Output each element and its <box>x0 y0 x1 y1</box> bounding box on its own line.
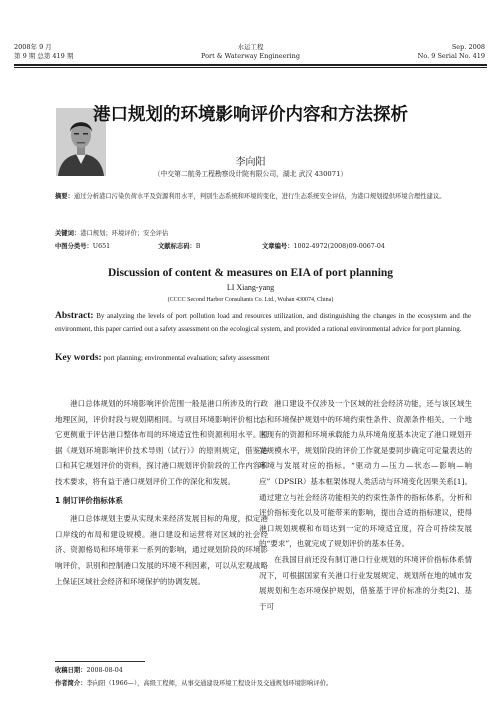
abstract-label: 摘要： <box>55 193 74 200</box>
english-abstract-text: By analyzing the levels of port pollution load and resources utilization, and distinguishing the changes in the ecosystem and the environment, this paper carried out a safety assessment on the ecological system, and provided a rational environmental advice for port planning. <box>55 312 471 333</box>
english-keywords-label: Key words: <box>55 353 102 363</box>
journal-name-cn: 水运工程 <box>237 43 264 51</box>
keywords-text: 港口规划；环境评价；安全评估 <box>80 230 169 237</box>
bio-text: 李向阳（1966—），高级工程师，从事交通建设环境工程设计及交通规划环境影响评价。 <box>86 680 333 687</box>
header-right <box>418 43 485 61</box>
clc-label: 中图分类号： <box>55 243 93 250</box>
keywords-label: 关键词： <box>55 230 81 237</box>
header-date-cn: 2008年 9 月 <box>14 43 52 51</box>
author-name: 李向阳 <box>235 157 266 168</box>
english-abstract-label: Abstract: <box>55 311 94 321</box>
document-code <box>158 241 200 250</box>
chinese-abstract <box>55 190 470 203</box>
header-date-en: Sep. 2008 <box>451 43 485 51</box>
header-issue-cn: 第 9 期 总第 419 期 <box>14 52 74 60</box>
section-heading: 1 制订评价指标体系 <box>55 495 123 505</box>
body-paragraph: 港口总体规划的环境影响评价范围一般是港口所涉及的行政地理区间，评价时段与规划期相同。与项目环境影响评价相比，它更侧重于评估港口整体布局的环境适宜性和资源利用水平。根据《规划环境影响评价技术导则（试行）》的原则规定，借鉴港口和其它规划评价的资料，探讨港口规划评价阶段的工作内容和技术要求，将有益于港口规划评价工作的深化和发展。 <box>55 399 268 486</box>
english-affiliation: (CCCC Second Harbor Consultants Co. Ltd., Wuhan 430074, China) <box>167 297 334 303</box>
received-label: 收稿日期： <box>55 667 87 674</box>
article-no-label: 文章编号： <box>262 243 294 250</box>
journal-name-en: Port & Waterway Engineering <box>201 52 300 60</box>
received-value: 2008-08-04 <box>86 667 123 674</box>
article-title: 港口规划的环境影响评价内容和方法探析 <box>93 105 408 125</box>
english-keywords-text: port planning; environmental evaluation; safety assessment <box>103 354 270 362</box>
article-number <box>262 241 385 250</box>
chinese-keywords <box>55 228 168 237</box>
bio-label: 作者简介： <box>55 680 87 687</box>
doc-code-label: 文献标志码： <box>158 243 196 250</box>
received-date <box>55 665 123 674</box>
english-abstract <box>55 310 471 336</box>
header-rule-thin <box>14 67 487 68</box>
english-keywords <box>55 353 269 363</box>
abstract-text: 通过分析港口污染负荷水平及资源利用水平，判别生态系统和环境的变化，进行生态系统安全评估，为港口规划提供环境合理性建议。 <box>73 193 446 200</box>
body-paragraph: 港口建设不仅涉及一个区域的社会经济功能，还与该区域生态和环境保护规划中的环境约束性条件、资源条件相关。一个地区现有的资源和环境承载能力从环境角度基本决定了港口规划开发规模水平，规划阶段的评价工作就是要同步确定可定量表达的环境与发展对应的指标。“驱动力—压力—状态—影响—响应”（DPSIR）基本框架体现人类活动与环境变化因果关系[1]。通过建立与社会经济功能相关的约束性条件的指标体系，分析和评价指标变化以及可能带来的影响，提出合适的指标建议，使得港口规划规模和布局达到一定的环境适宜度，符合可持续发展的“要求”，也就完成了规划评价的基本任务。 <box>259 399 472 549</box>
english-title: Discussion of content & measures on EIA of port planning <box>107 267 394 279</box>
english-author: LI Xiang-yang <box>226 283 275 292</box>
body-paragraph: 港口总体规划主要从实现未来经济发展目标的角度，拟定港口岸线的布局和建设规模。港口建设和运营将对区域的社会经济、资源格局和环境带来一系列的影响，通过规划阶段的环境影响评价，识别和控制港口发展的环境不利因素，可以从宏观战略上保证区域社会经济和环境保护的协调发展。 <box>55 514 268 586</box>
footnote-rule <box>55 661 145 662</box>
body-left-column <box>55 396 268 589</box>
author-affiliation: （中交第二航务工程勘察设计院有限公司，湖北 武汉 430071） <box>153 170 348 178</box>
body-right-column <box>259 396 472 614</box>
author-bio <box>55 678 332 687</box>
header-issue-en: No. 9 Serial No. 419 <box>417 52 485 60</box>
article-no-value: 1002-4972(2008)09-0067-04 <box>293 243 385 250</box>
header-rule <box>14 64 487 66</box>
clc-value: U651 <box>92 243 111 250</box>
doc-code-value: B <box>195 243 201 250</box>
body-paragraph: 在我国目前还没有制订港口行业规划的环境评价指标体系情况下，可根据国家有关港口行业发展规定、规划所在地的城市发展规划和生态环境保护规划，借鉴基于评价标准的分类[2]、基于可 <box>259 554 472 611</box>
clc-number <box>55 241 110 250</box>
